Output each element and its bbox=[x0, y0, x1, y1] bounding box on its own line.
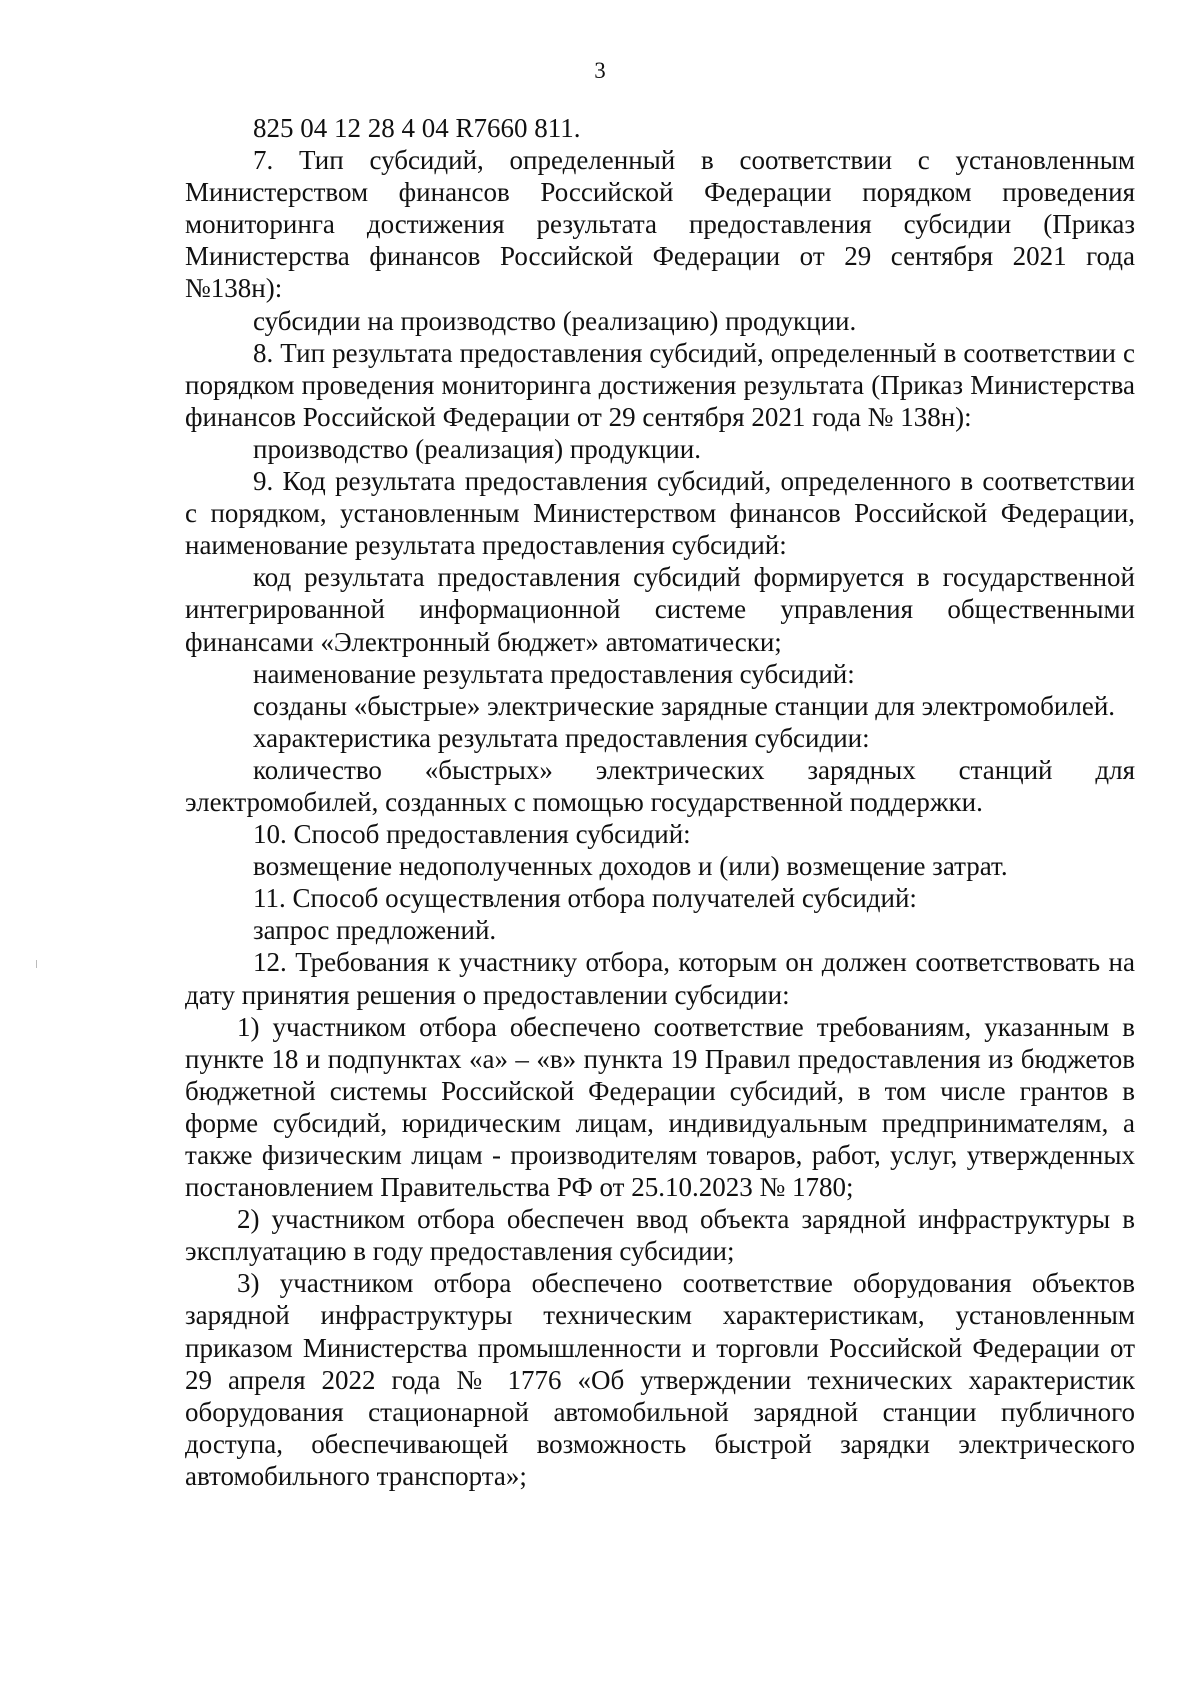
item-12-subitem-1: 1) участником отбора обеспечено соответствие требованиям, указанным в пункте 18 и подпунктах «а» – «в» пункта 19 Правил предоставления из бюджетов бюджетной системы Российской Федерации субсидий, в том числе грантов в форме субсидий, юридическим лицам, индивидуальным предпринимателям, а также физическим лицам - производителям товаров, работ, услуг, утвержденных постановлением Правительства РФ от 25.10.2023 № 1780; bbox=[185, 1011, 1135, 1203]
item-9-characteristic-label: характеристика результата предоставления субсидии: bbox=[253, 722, 870, 753]
item-12-subitem-2: 2) участником отбора обеспечен ввод объекта зарядной инфраструктуры в эксплуатацию в году предоставления субсидии; bbox=[185, 1204, 1135, 1267]
item-9-name-value: созданы «быстрые» электрические зарядные станции для электромобилей. bbox=[253, 690, 1116, 721]
item-8-value: производство (реализация) продукции. bbox=[253, 433, 701, 464]
item-7-value: субсидии на производство (реализацию) продукции. bbox=[253, 305, 857, 336]
document-body bbox=[185, 112, 1135, 1492]
scan-artifact bbox=[36, 960, 37, 968]
page-number: 3 bbox=[594, 58, 606, 83]
item-10-value: возмещение недополученных доходов и (или) возмещение затрат. bbox=[253, 851, 1008, 882]
item-12-subitem-3: 3) участником отбора обеспечено соответствие оборудования объектов зарядной инфраструктуры техническим характеристикам, установленным приказом Министерства промышленности и торговли Российской Федерации от 29 апреля 2022 года № 1776 «Об утверждении технических характеристик оборудования стационарной автомобильной зарядной станции публичного доступа, обеспечивающей возможность быстрой зарядки электрического автомобильного транспорта»; bbox=[185, 1268, 1135, 1491]
item-10: 10. Способ предоставления субсидий: bbox=[253, 819, 691, 850]
item-11-value: запрос предложений. bbox=[253, 915, 497, 946]
item-12: 12. Требования к участнику отбора, которым он должен соответствовать на дату принятия решения о предоставлении субсидии: bbox=[185, 947, 1135, 1010]
item-9-code: код результата предоставления субсидий формируется в государственной интегрированной информационной системе управления общественными финансами «Электронный бюджет» автоматически; bbox=[185, 562, 1135, 657]
item-8: 8. Тип результата предоставления субсидий, определенный в соответствии с порядком проведения мониторинга достижения результата (Приказ Министерства финансов Российской Федерации от 29 сентября 2021 года № 138н): bbox=[185, 337, 1135, 432]
item-9: 9. Код результата предоставления субсидий, определенного в соответствии с порядком, установленным Министерством финансов Российской Федерации, наименование результата предоставления субсидий: bbox=[185, 466, 1135, 561]
budget-code: 825 04 12 28 4 04 R7660 811. bbox=[253, 113, 581, 143]
item-9-characteristic-value: количество «быстрых» электрических зарядных станций для электромобилей, созданных с помощью государственной поддержки. bbox=[185, 754, 1135, 817]
item-9-name-label: наименование результата предоставления субсидий: bbox=[253, 658, 855, 689]
item-7: 7. Тип субсидий, определенный в соответствии с установленным Министерством финансов Российской Федерации порядком проведения мониторинга достижения результата предоставления субсидии (Приказ Министерства финансов Российской Федерации от 29 сентября 2021 года №138н): bbox=[185, 145, 1135, 304]
item-11: 11. Способ осуществления отбора получателей субсидий: bbox=[253, 883, 917, 914]
